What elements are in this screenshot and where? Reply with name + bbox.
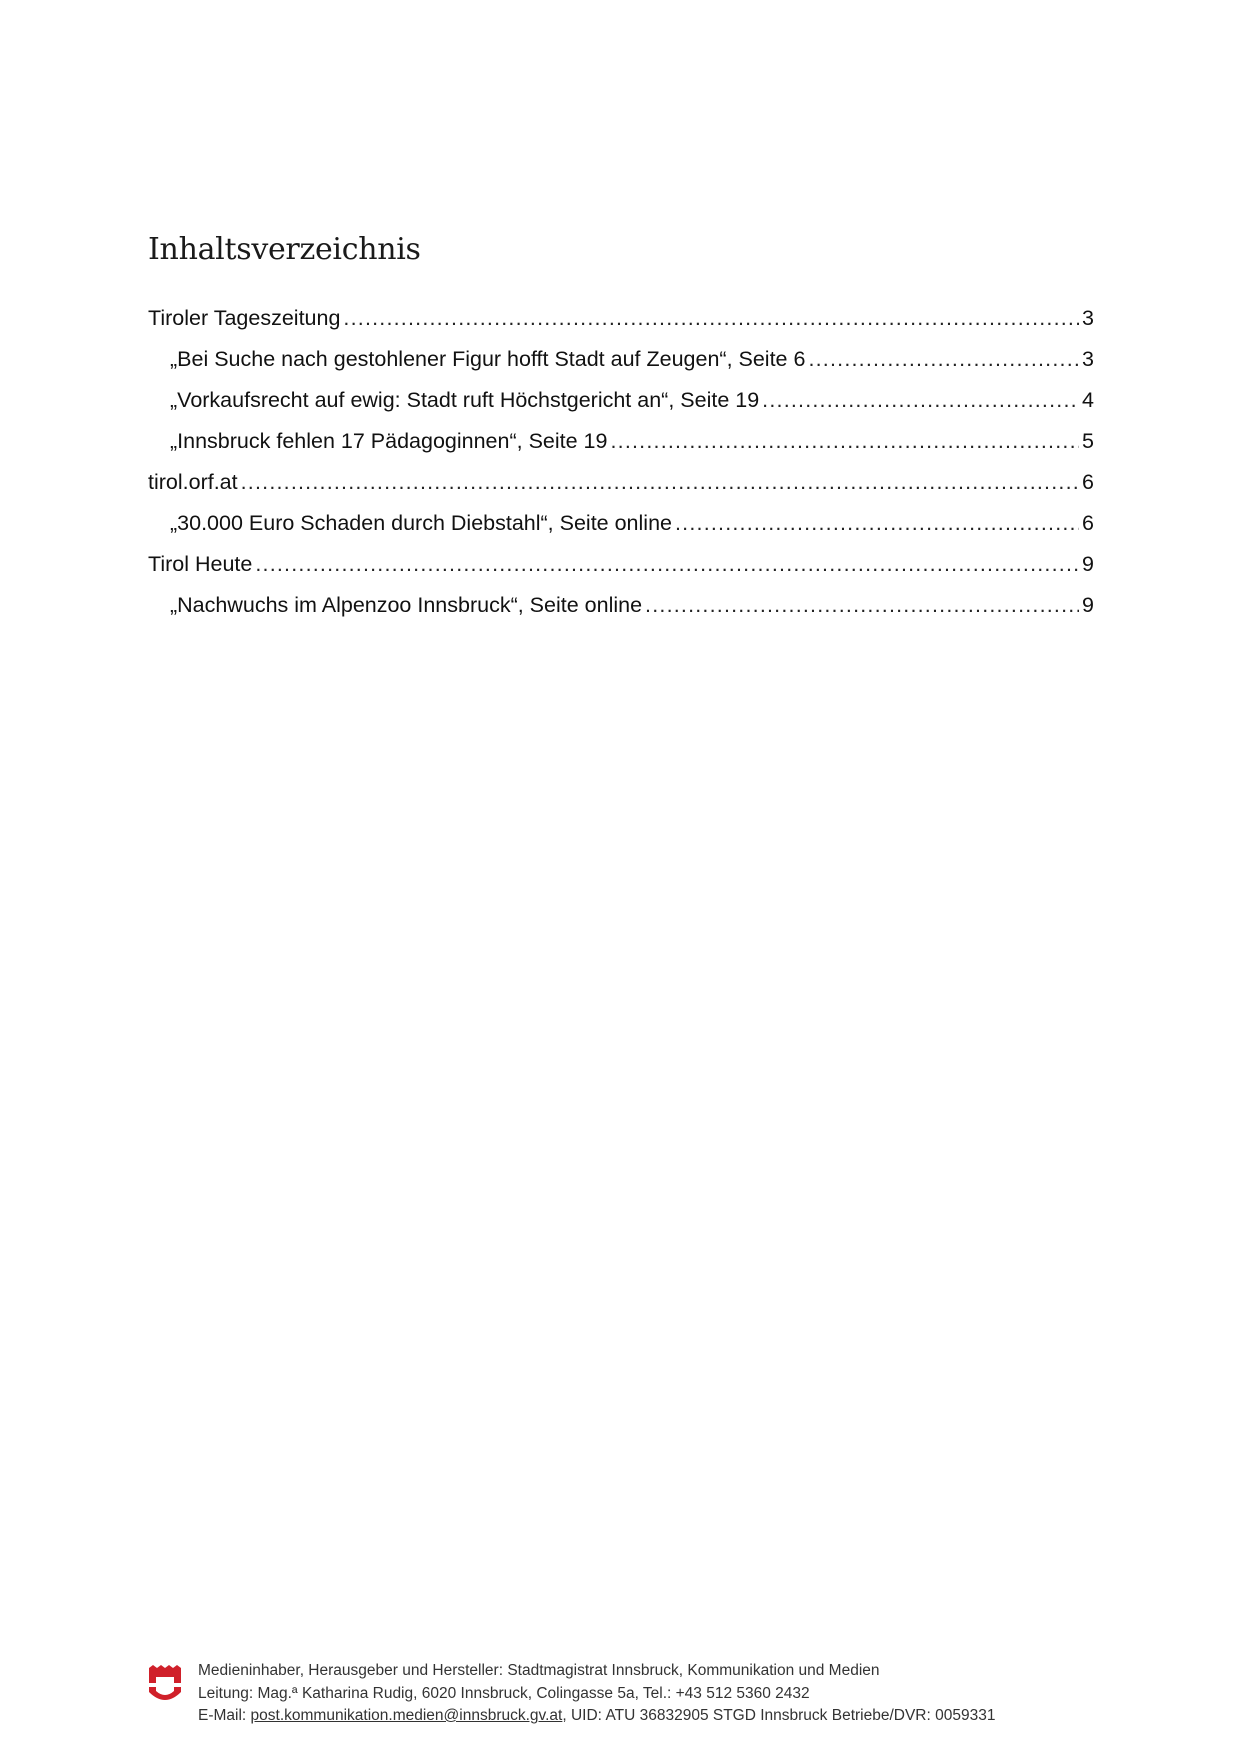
footer-contact-line: Leitung: Mag.ª Katharina Rudig, 6020 Innsbruck, Colingasse 5a, Tel.: +43 512 5360 2432: [198, 1684, 810, 1702]
toc-dot-leader: [255, 552, 1079, 577]
toc-entry[interactable]: [148, 429, 1094, 470]
toc-entry-text: „Bei Suche nach gestohlener Figur hofft Stadt auf Zeugen“, Seite 6: [170, 347, 806, 371]
toc-dot-leader: [241, 470, 1079, 495]
toc-entry-text: „Nachwuchs im Alpenzoo Innsbruck“, Seite online: [170, 593, 643, 617]
toc-entry-text: tirol.orf.at: [148, 470, 238, 494]
toc-entry[interactable]: [148, 306, 1094, 347]
footer-imprint: [198, 1660, 995, 1728]
toc-entry-text: „Innsbruck fehlen 17 Pädagoginnen“, Seite 19: [170, 429, 608, 453]
toc-page-number: 5: [1082, 429, 1094, 453]
table-of-contents: [148, 306, 1094, 634]
toc-dot-leader: [762, 388, 1079, 413]
footer-uid-text: , UID: ATU 36832905 STGD Innsbruck Betriebe/DVR: 0059331: [562, 1707, 996, 1724]
toc-entry-text: „30.000 Euro Schaden durch Diebstahl“, Seite online: [170, 511, 672, 535]
toc-page-number: 4: [1082, 388, 1094, 412]
innsbruck-logo-icon: [148, 1664, 182, 1704]
toc-dot-leader: [808, 347, 1079, 372]
toc-entry[interactable]: [148, 388, 1094, 429]
toc-entry[interactable]: [148, 347, 1094, 388]
toc-entry-text: Tiroler Tageszeitung: [148, 306, 341, 330]
toc-page-number: 6: [1082, 470, 1094, 494]
toc-page-number: 3: [1082, 347, 1094, 371]
footer-email-link[interactable]: post.kommunikation.medien@innsbruck.gv.at: [250, 1707, 563, 1724]
toc-entry[interactable]: [148, 552, 1094, 593]
toc-dot-leader: [675, 511, 1079, 536]
page-title: Inhaltsverzeichnis: [148, 232, 421, 267]
toc-entry[interactable]: [148, 470, 1094, 511]
footer-email-prefix: E-Mail:: [198, 1707, 251, 1724]
toc-page-number: 9: [1082, 552, 1094, 576]
footer-email-line: [198, 1705, 995, 1728]
toc-entry[interactable]: [148, 511, 1094, 552]
toc-page-number: 9: [1082, 593, 1094, 617]
toc-entry-text: Tirol Heute: [148, 552, 253, 576]
toc-dot-leader: [610, 429, 1079, 454]
toc-entry-text: „Vorkaufsrecht auf ewig: Stadt ruft Höchstgericht an“, Seite 19: [170, 388, 760, 412]
page-footer: [148, 1660, 1088, 1732]
toc-dot-leader: [343, 306, 1079, 331]
toc-page-number: 3: [1082, 306, 1094, 330]
footer-publisher-line: Medieninhaber, Herausgeber und Hersteller: Stadtmagistrat Innsbruck, Kommunikation und Medien: [198, 1662, 880, 1679]
toc-dot-leader: [645, 593, 1079, 618]
toc-page-number: 6: [1082, 511, 1094, 535]
toc-entry[interactable]: [148, 593, 1094, 634]
